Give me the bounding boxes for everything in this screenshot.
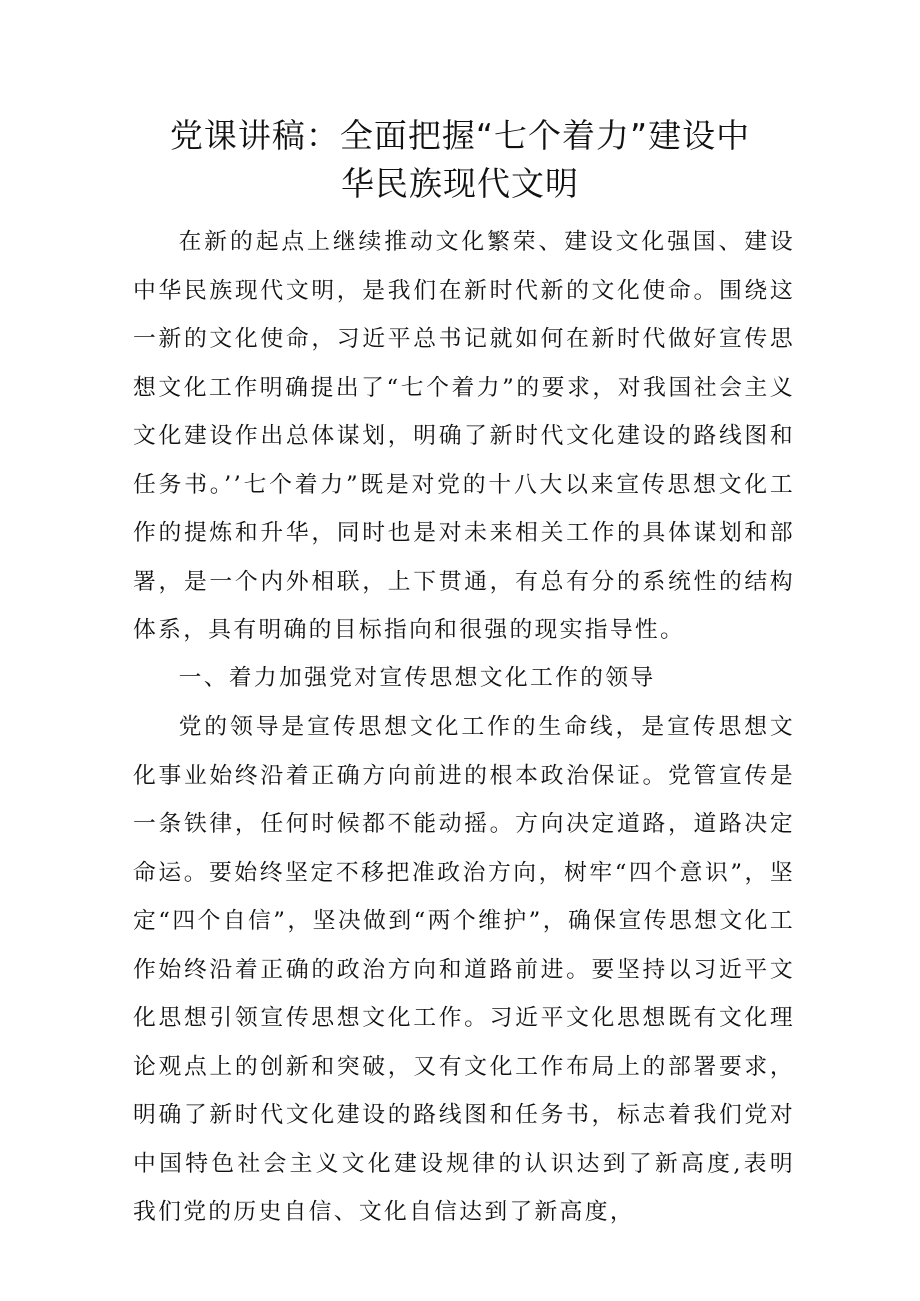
paragraph-intro: 在新的起点上继续推动文化繁荣、建设文化强国、建设中华民族现代文明，是我们在新时代新的文化使命。围绕这一新的文化使命，习近平总书记就如何在新时代做好宣传思想文化工作明确提出了“七个着力”的要求，对我国社会主义文化建设作出总体谋划，明确了新时代文化建设的路线图和任务书。’’七个着力”既是对党的十八大以来宣传思想文化工作的提炼和升华，同时也是对未来相关工作的具体谋划和部署，是一个内外相联，上下贯通，有总有分的系统性的结构体系，具有明确的目标指向和很强的现实指导性。 (133, 229, 795, 643)
document-title-line-2: 华民族现代文明 (341, 164, 579, 203)
paragraph-section-1: 党的领导是宣传思想文化工作的生命线，是宣传思想文化事业始终沿着正确方向前进的根本政治保证。党管宣传是一条铁律，任何时候都不能动摇。方向决定道路，道路决定命运。要始终坚定不移把准政治方向，树牢“四个意识”，坚定“四个自信”，坚决做到“两个维护”，确保宣传思想文化工作始终沿着正确的政治方向和道路前进。要坚持以习近平文化思想引领宣传思想文化工作。习近平文化思想既有文化理论观点上的创新和突破，又有文化工作布局上的部署要求，明确了新时代文化建设的路线图和任务书，标志着我们党对中国特色社会主义文化建设规律的认识达到了新高度,表明我们党的历史自信、文化自信达到了新高度， (133, 714, 795, 1225)
document-title-line-1: 党课讲稿：全面把握“七个着力”建设中 (169, 116, 751, 155)
section-heading: 一、着力加强党对宣传思想文化工作的领导 (178, 665, 656, 691)
